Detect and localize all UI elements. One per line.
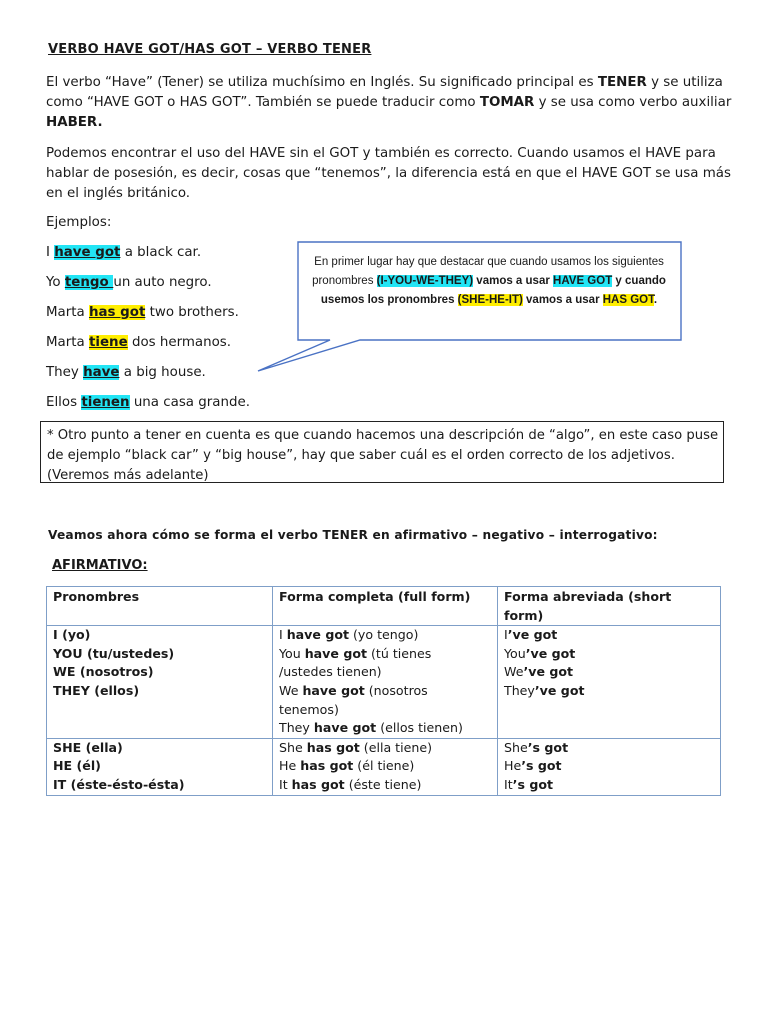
intro-text: y se utiliza como “HAVE GOT o HAS GOT”. También se puede traducir como [46, 75, 723, 110]
form-text: (yo tengo) [349, 627, 419, 643]
pronoun: SHE (ella) [53, 739, 123, 755]
examples-label: Ejemplos: [46, 215, 112, 230]
callout-segment: vamos a usar [473, 275, 554, 287]
verb-form: has got [291, 776, 345, 792]
callout-has-got: HAS GOT [602, 294, 654, 306]
example-text: Marta [46, 305, 89, 320]
form-line [279, 757, 491, 776]
callout-segment: En primer lugar hay que destacar que cuando usamos los siguientes pronombres [312, 256, 664, 287]
form-text: We [504, 664, 524, 680]
form-text: tenemos) [279, 701, 339, 717]
callout-pronouns-singular: (SHE-HE-IT) [457, 294, 523, 306]
form-text: It [279, 776, 292, 792]
form-line [504, 663, 714, 682]
form-line [279, 645, 491, 664]
table-header: Forma completa (full form) [273, 587, 498, 626]
example-highlight: have [83, 365, 120, 380]
form-text: I [279, 627, 287, 643]
verb-form: has got [306, 739, 360, 755]
example-highlight: tiene [88, 335, 128, 350]
example-highlight: have got [54, 245, 121, 260]
pronoun: HE (él) [53, 758, 101, 774]
form-text: (éste tiene) [344, 776, 422, 792]
callout-segment: y cuando usemos los pronombres [320, 275, 666, 306]
form-text: She [279, 739, 307, 755]
example-highlight: has got [88, 305, 146, 320]
form-line [504, 739, 714, 758]
form-line [504, 645, 714, 664]
form-line [279, 739, 491, 758]
example-text: dos hermanos. [127, 335, 232, 350]
verb-form: have got [313, 720, 377, 736]
afirmativo-label: AFIRMATIVO: [52, 558, 148, 573]
example-text: two brothers. [145, 305, 239, 320]
intro-paragraph-2: Podemos encontrar el uso del HAVE sin el GOT y también es correcto. Cuando usamos el HAVE para hablar de posesión, es decir, cosas que “tenemos”, la diferencia está en que el HAVE GOT se usa más en el inglés británico. [46, 146, 731, 201]
intro-bold-tomar: TOMAR [479, 95, 535, 110]
pronoun-cell [47, 626, 273, 739]
form-text: (tú tienes [367, 645, 432, 661]
pronoun: I (yo) [53, 627, 91, 643]
note-box: * Otro punto a tener en cuenta es que cuando hacemos una descripción de “algo”, en este caso puse de ejemplo “black car” y “big house”, hay que saber cuál es el orden correcto de los adjetivos. (Veremos más adelante) [40, 421, 724, 483]
form-line [504, 626, 714, 645]
form-line [279, 719, 491, 738]
pronoun: YOU (tu/ustedes) [53, 645, 175, 661]
table-header: Forma abreviada (short form) [498, 587, 721, 626]
verb-form: ’s got [527, 739, 569, 755]
example-text: Marta [46, 335, 89, 350]
form-text: You [279, 645, 305, 661]
table-row [47, 738, 721, 795]
intro-text: y se usa como verbo auxiliar [534, 95, 732, 110]
form-text: (nosotros [364, 682, 428, 698]
callout-segment: vamos a usar [522, 294, 603, 306]
example-text: a big house. [119, 365, 206, 380]
verb-form: have got [302, 682, 365, 698]
section-heading: Veamos ahora cómo se forma el verbo TENER en afirmativo – negativo – interrogativo: [48, 528, 658, 542]
form-line [279, 701, 491, 720]
verb-form: ’ve got [525, 645, 576, 661]
example-text: a black car. [120, 245, 202, 260]
verb-form: ’s got [521, 758, 562, 774]
example-text: I [46, 245, 55, 260]
form-text: She [504, 739, 528, 755]
callout-segment: . [653, 294, 658, 306]
form-text: (él tiene) [353, 758, 415, 774]
short-form-cell [498, 626, 721, 739]
example-text: Ellos [46, 395, 82, 410]
form-text: They [504, 682, 535, 698]
intro-text: El verbo “Have” (Tener) se utiliza muchísimo en Inglés. Su significado principal es [46, 75, 598, 90]
form-line [279, 776, 491, 795]
example-text: Yo [46, 275, 65, 290]
intro-bold-haber: HABER. [46, 115, 103, 130]
full-form-cell [273, 626, 498, 739]
example-text: un auto negro. [113, 275, 212, 290]
example-text: una casa grande. [129, 395, 250, 410]
callout-bubble [0, 0, 768, 420]
form-line [504, 776, 714, 795]
page-title: VERBO HAVE GOT/HAS GOT – VERBO TENER [48, 42, 372, 57]
verb-form: have got [304, 645, 368, 661]
pronoun: WE (nosotros) [53, 664, 154, 680]
verb-form: ’s got [512, 776, 554, 792]
form-text: They [279, 720, 314, 736]
verb-form: ’ve got [534, 682, 585, 698]
form-text: (ella tiene) [359, 739, 432, 755]
form-text: (ellos tienen) [376, 720, 463, 736]
table-row [47, 626, 721, 739]
form-line [279, 682, 491, 701]
form-text: It [504, 776, 513, 792]
callout-have-got: HAVE GOT [553, 275, 613, 287]
pronoun: THEY (ellos) [53, 682, 140, 698]
short-form-cell [498, 738, 721, 795]
verb-form: ’ve got [507, 627, 558, 643]
pronoun: IT (éste-ésto-ésta) [53, 776, 185, 792]
table-header: Pronombres [47, 587, 273, 626]
form-line [279, 626, 491, 645]
form-line [504, 682, 714, 701]
verb-form: have got [286, 627, 350, 643]
form-text: He [279, 758, 301, 774]
table-header-row [47, 587, 721, 626]
conjugation-table [46, 586, 721, 796]
pronoun-cell [47, 738, 273, 795]
example-text: They [46, 365, 84, 380]
callout-pronouns-plural: (I-YOU-WE-THEY) [376, 275, 474, 287]
form-text: I [504, 627, 508, 643]
verb-form: has got [300, 758, 354, 774]
intro-bold-tener: TENER [597, 75, 647, 90]
form-line [279, 663, 491, 682]
verb-form: ’ve got [523, 664, 574, 680]
example-highlight: tengo [64, 275, 114, 290]
form-text: /ustedes tienen) [279, 664, 382, 680]
form-text: We [279, 682, 303, 698]
callout-text [304, 253, 674, 310]
example-highlight: tienen [81, 395, 130, 410]
form-text: You [504, 645, 526, 661]
full-form-cell [273, 738, 498, 795]
form-text: He [504, 758, 522, 774]
form-line [504, 757, 714, 776]
